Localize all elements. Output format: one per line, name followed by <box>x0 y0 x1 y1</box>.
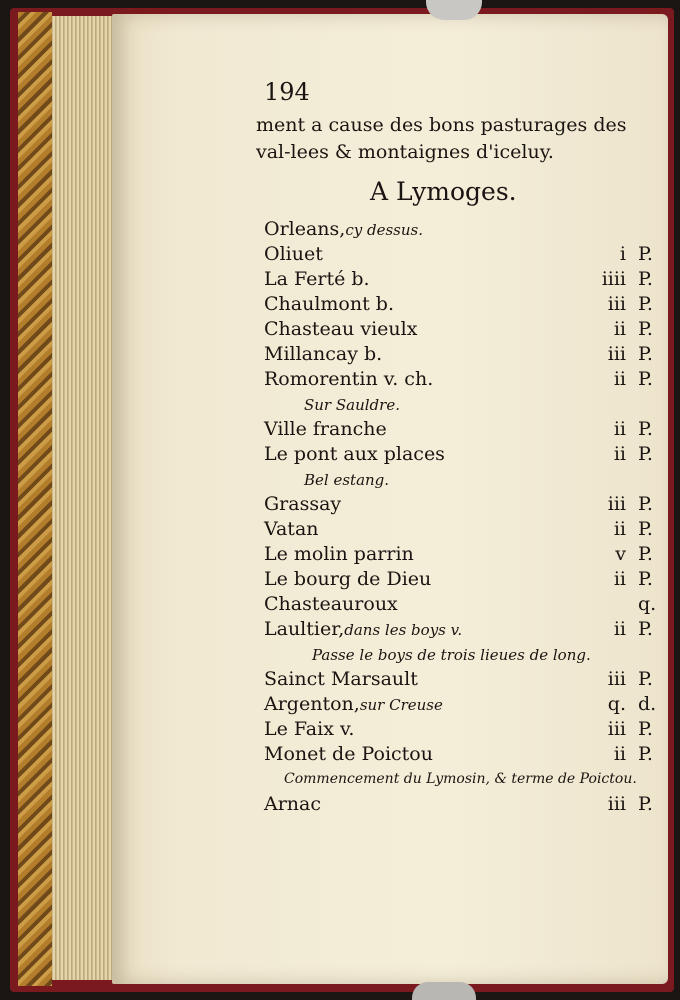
route-stop <box>0 493 680 518</box>
route-stop <box>0 268 680 293</box>
itinerary-list <box>0 218 680 818</box>
distance-unit: P. <box>638 443 653 465</box>
distance-count: iii <box>607 668 626 690</box>
distance-count: ii <box>613 568 626 590</box>
distance-count: ii <box>613 418 626 440</box>
route-stop <box>0 343 680 368</box>
distance-unit: P. <box>638 668 653 690</box>
route-stop <box>0 543 680 568</box>
intro-text: ment a cause des bons pasturages des val-lees & montaignes d'iceluy. <box>256 114 627 163</box>
route-stop <box>0 793 680 818</box>
distance-count: ii <box>613 518 626 540</box>
route-stop <box>0 218 680 243</box>
route-stop <box>0 618 680 643</box>
place-note: dans les boys v. <box>344 621 463 639</box>
distance-unit: P. <box>638 243 653 265</box>
distance-count: iii <box>607 718 626 740</box>
distance-unit: P. <box>638 343 653 365</box>
route-note <box>0 768 680 793</box>
distance-unit: q. <box>638 593 657 615</box>
place-name: Chaulmont b. <box>264 293 394 315</box>
distance-count: ii <box>613 368 626 390</box>
place-name: Grassay <box>264 493 342 515</box>
place-name: Orleans,cy dessus. <box>264 218 423 240</box>
route-stop <box>0 293 680 318</box>
route-stop <box>0 743 680 768</box>
place-name: Le Faix v. <box>264 718 355 740</box>
place-name: Argenton,sur Creuse <box>264 693 443 715</box>
distance-count: iii <box>607 293 626 315</box>
route-stop <box>0 668 680 693</box>
distance-unit: d. <box>638 693 657 715</box>
distance-count: ii <box>613 743 626 765</box>
page-number: 194 <box>264 78 310 106</box>
place-name: Chasteauroux <box>264 593 398 615</box>
place-name: Sur Sauldre. <box>304 396 400 414</box>
place-name: Le bourg de Dieu <box>264 568 432 590</box>
distance-unit: P. <box>638 543 653 565</box>
route-stop <box>0 518 680 543</box>
place-name: Ville franche <box>264 418 387 440</box>
place-name: Millancay b. <box>264 343 383 365</box>
route-stop <box>0 318 680 343</box>
distance-count: ii <box>613 443 626 465</box>
distance-unit: P. <box>638 418 653 440</box>
distance-unit: P. <box>638 568 653 590</box>
distance-unit: P. <box>638 293 653 315</box>
place-name: Arnac <box>264 793 322 815</box>
distance-unit: P. <box>638 718 653 740</box>
distance-count: i <box>619 243 626 265</box>
route-note <box>0 393 680 418</box>
place-name: Le pont aux places <box>264 443 445 465</box>
place-name: Laultier,dans les boys v. <box>264 618 463 640</box>
distance-count: iii <box>607 793 626 815</box>
place-name: Passe le boys de trois lieues de long. <box>312 646 591 664</box>
route-stop <box>0 718 680 743</box>
route-note <box>0 468 680 493</box>
distance-unit: P. <box>638 743 653 765</box>
place-name: Le molin parrin <box>264 543 414 565</box>
route-note <box>0 643 680 668</box>
place-name: Monet de Poictou <box>264 743 433 765</box>
distance-count: ii <box>613 618 626 640</box>
route-stop <box>0 693 680 718</box>
place-name: Oliuet <box>264 243 323 265</box>
place-name: Sainct Marsault <box>264 668 418 690</box>
place-name: Romorentin v. ch. <box>264 368 434 390</box>
section-heading: A Lymoges. <box>370 177 517 206</box>
place-note: cy dessus. <box>345 221 423 239</box>
route-stop <box>0 443 680 468</box>
route-stop <box>0 568 680 593</box>
place-name: Chasteau vieulx <box>264 318 418 340</box>
distance-unit: P. <box>638 618 653 640</box>
route-stop <box>0 418 680 443</box>
distance-unit: P. <box>638 518 653 540</box>
route-stop <box>0 368 680 393</box>
place-name: Bel estang. <box>304 471 390 489</box>
distance-count: v <box>615 543 626 565</box>
distance-count: ii <box>613 318 626 340</box>
route-stop <box>0 593 680 618</box>
distance-unit: P. <box>638 368 653 390</box>
distance-count: iii <box>607 493 626 515</box>
place-name: La Ferté b. <box>264 268 370 290</box>
place-note: sur Creuse <box>359 696 443 714</box>
distance-unit: P. <box>638 318 653 340</box>
distance-unit: P. <box>638 793 653 815</box>
distance-count: q. <box>607 693 626 715</box>
distance-unit: P. <box>638 493 653 515</box>
place-name: Commencement du Lymosin, & terme de Poictou. <box>284 771 637 787</box>
distance-count: iiii <box>601 268 626 290</box>
place-name: Vatan <box>264 518 319 540</box>
route-stop <box>0 243 680 268</box>
distance-unit: P. <box>638 268 653 290</box>
distance-count: iii <box>607 343 626 365</box>
